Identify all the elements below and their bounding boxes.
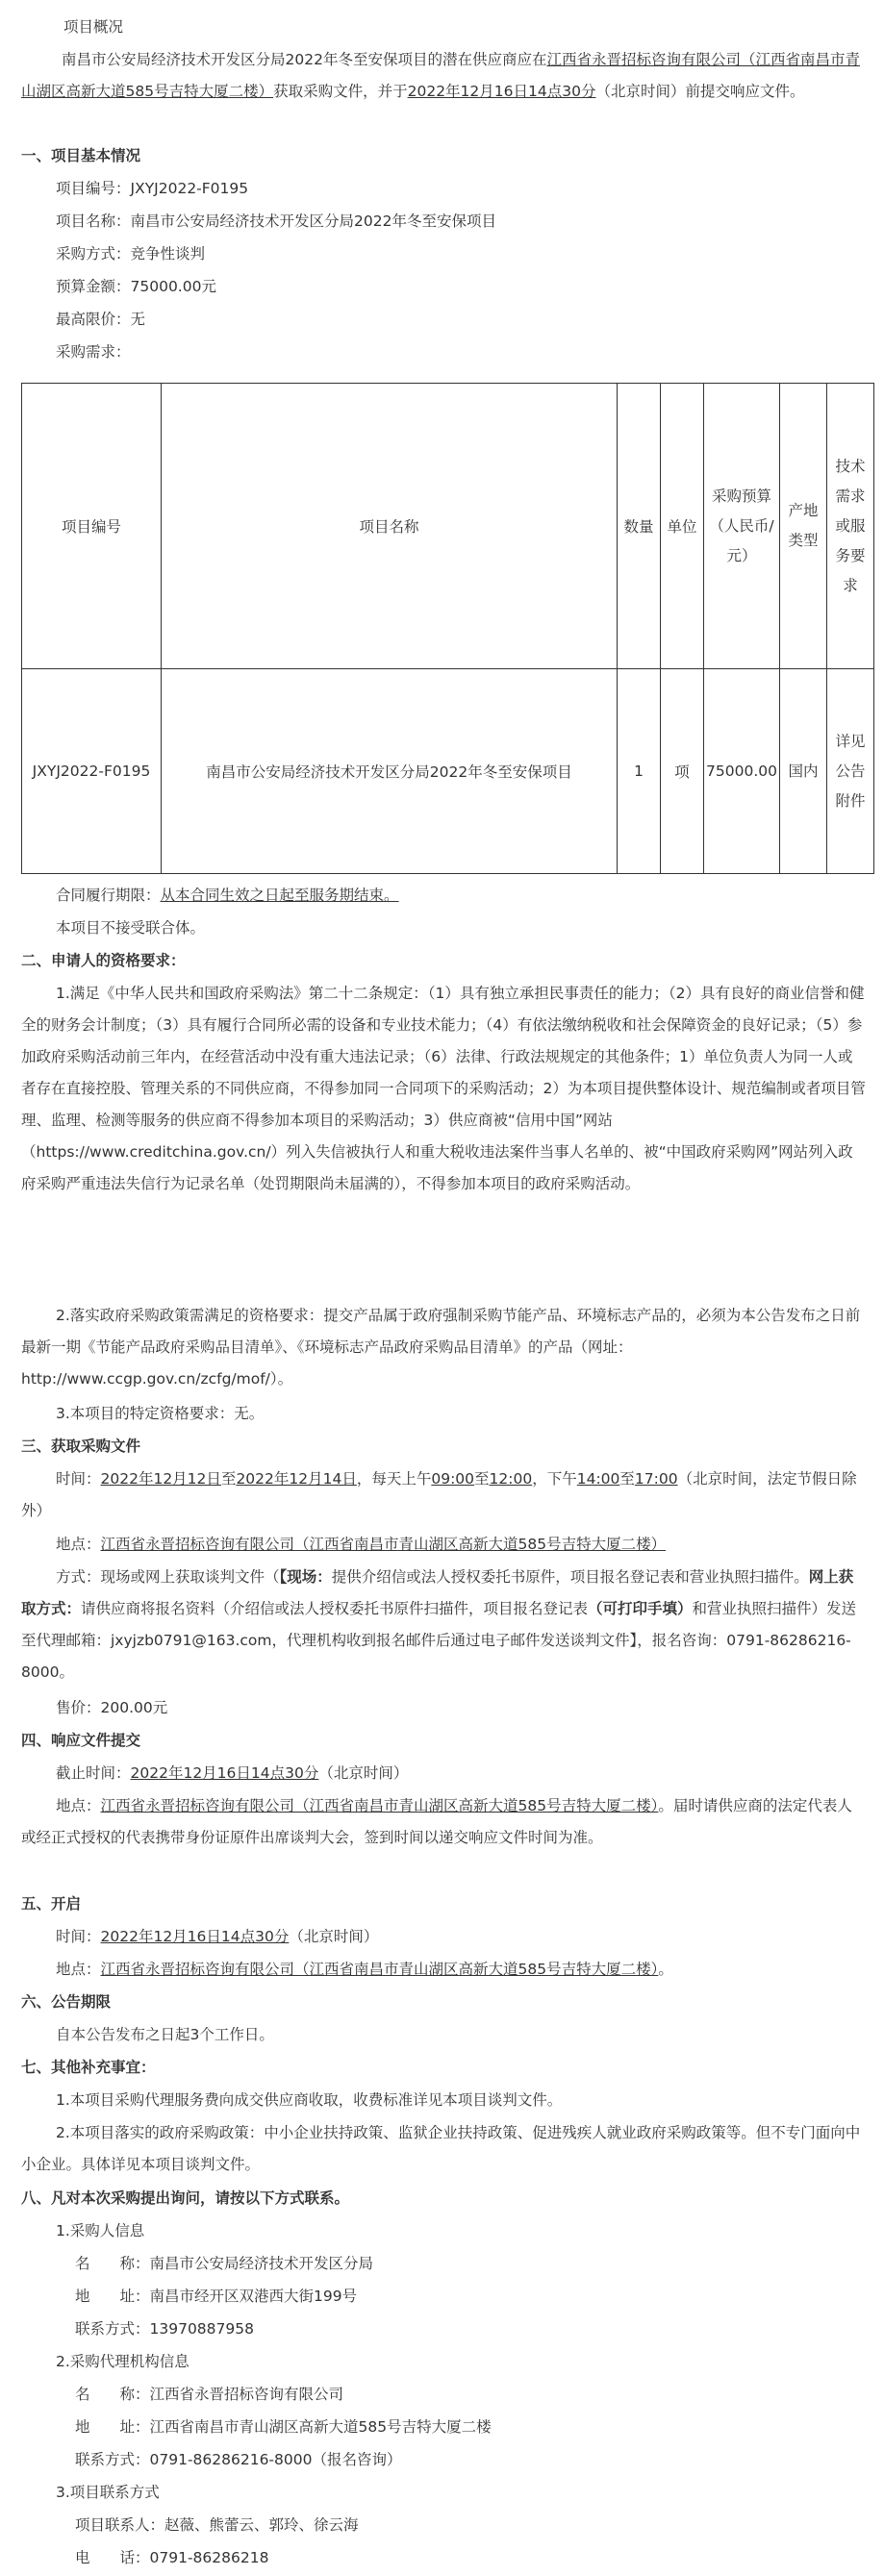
purchaser-name: 名 称：南昌市公安局经济技术开发区分局 [75, 2255, 374, 2272]
consortium-note: 本项目不接受联合体。 [56, 919, 206, 937]
purchase-method: 采购方式：竞争性谈判 [56, 245, 206, 263]
document-price: 售价：200.00元 [56, 1699, 168, 1716]
qualification-p2: 2.落实政府采购政策需满足的资格要求：提交产品属于政府强制采购节能产品、环境标志产品的，必须为本公告发布之日前最新一期《节能产品政府采购品目清单》、《环境标志产品政府采购品目清单》的产品（网址：http://www.ccgp.gov.cn/zcfg/mof/）。 [21, 1307, 861, 1388]
section3-heading: 三、获取采购文件 [21, 1438, 141, 1455]
contract-period: 合同履行期限：从本合同生效之日起至服务期结束。 [56, 887, 399, 904]
section6-heading: 六、公告期限 [21, 1993, 112, 2011]
section8-heading: 八、凡对本次采购提出询问，请按以下方式联系。 [21, 2189, 350, 2207]
header-budget: 采购预算（人民币/元） [704, 384, 780, 669]
section4-heading: 四、响应文件提交 [21, 1732, 141, 1749]
agency-info-title: 2.采购代理机构信息 [56, 2353, 189, 2370]
contact-phone: 电 话：0791-86286218 [75, 2549, 269, 2566]
purchaser-info-title: 1.采购人信息 [56, 2222, 145, 2239]
header-unit: 单位 [661, 384, 704, 669]
contract-period-value: 从本合同生效之日起至服务期结束。 [160, 887, 399, 904]
contact-info-title: 3.项目联系方式 [56, 2484, 160, 2501]
purchaser-address: 地 址：南昌市经开区双港西大街199号 [75, 2288, 358, 2305]
submit-deadline: 截止时间：2022年12月16日14点30分（北京时间） [56, 1764, 409, 1782]
supplementary-p2: 2.本项目落实的政府采购政策：中小企业扶持政策、监狱企业扶持政策、促进残疾人就业政府采购政策等。但不专门面向中小企业。具体详见本项目谈判文件。 [21, 2124, 861, 2173]
supplementary-p1: 1.本项目采购代理服务费向成交供应商收取，收费标准详见本项目谈判文件。 [56, 2091, 563, 2109]
header-tech-requirements: 技术需求或服务要求 [827, 384, 874, 669]
opening-time: 时间：2022年12月16日14点30分（北京时间） [56, 1928, 379, 1945]
purchaser-phone: 联系方式：13970887958 [75, 2320, 254, 2338]
requirements-table [21, 383, 874, 874]
qualification-p1: 1.满足《中华人民共和国政府采购法》第二十二条规定：（1）具有独立承担民事责任的能力；（2）具有良好的商业信誉和健全的财务会计制度；（3）具有履行合同所必需的设备和专业技术能力；（4）有依法缴纳税收和社会保障资金的良好记录；（5）参加政府采购活动前三年内，在经营活动中没有重大违法记录；（6）法律、行政法规规定的其他条件；1）单位负责人为同一人或者存在直接控股、管理关系的不同供应商，不得参加同一合同项下的采购活动；2）为本项目提供整体设计、规范编制或者项目管理、监理、检测等服务的供应商不得参加本项目的采购活动；3）供应商被“信用中国”网站（https://www.creditchina.gov.cn/）列入失信被执行人和重大税收违法案件当事人名单的、被“中国政府采购网”网站列入政府采购严重违法失信行为记录名单（处罚期限尚未届满的），不得参加本项目的政府采购活动。 [21, 985, 866, 1192]
cell-origin-type: 国内 [780, 669, 827, 874]
section5-heading: 五、开启 [21, 1895, 82, 1913]
submit-place: 地点：江西省永晋招标咨询有限公司（江西省南昌市青山湖区高新大道585号吉特大厦二楼）。届时请供应商的法定代表人或经正式授权的代表携带身份证原件出席谈判大会，签到时间以递交响应文件时间为准。 [21, 1797, 852, 1846]
table-row [22, 669, 874, 874]
cell-budget: 75000.00 [704, 669, 780, 874]
purchase-location-link: 江西省永晋招标咨询有限公司（江西省南昌市青山湖区高新大道585号吉特大厦二楼） [21, 51, 860, 100]
header-origin-type: 产地类型 [780, 384, 827, 669]
opening-place: 地点：江西省永晋招标咨询有限公司（江西省南昌市青山湖区高新大道585号吉特大厦二楼）。 [56, 1961, 673, 1978]
project-number: 项目编号：JXYJ2022-F0195 [56, 180, 249, 197]
qualification-p3: 3.本项目的特定资格要求：无。 [56, 1405, 265, 1422]
obtain-place: 地点：江西省永晋招标咨询有限公司（江西省南昌市青山湖区高新大道585号吉特大厦二楼） [56, 1536, 667, 1553]
cell-quantity: 1 [618, 669, 661, 874]
budget-amount: 预算金额：75000.00元 [56, 278, 216, 295]
agency-address: 地 址：江西省南昌市青山湖区高新大道585号吉特大厦二楼 [75, 2418, 492, 2436]
project-name: 项目名称：南昌市公安局经济技术开发区分局2022年冬至安保项目 [56, 213, 496, 230]
purchase-demand-label: 采购需求： [56, 343, 131, 361]
header-project-code: 项目编号 [22, 384, 162, 669]
agency-phone: 联系方式：0791-86286216-8000（报名咨询） [75, 2451, 402, 2468]
announcement-period: 自本公告发布之日起3个工作日。 [56, 2026, 274, 2043]
obtain-time: 时间：2022年12月12日至2022年12月14日，每天上午09:00至12:00，下午14:00至17:00（北京时间，法定节假日除外） [21, 1470, 857, 1519]
contact-people: 项目联系人：赵薇、熊蕾云、郭玲、徐云海 [75, 2516, 359, 2534]
cell-tech-requirements: 详见公告附件 [827, 669, 874, 874]
cell-project-name: 南昌市公安局经济技术开发区分局2022年冬至安保项目 [162, 669, 618, 874]
overview-paragraph: 南昌市公安局经济技术开发区分局2022年冬至安保项目的潜在供应商应在江西省永晋招标咨询有限公司（江西省南昌市青山湖区高新大道585号吉特大厦二楼）获取采购文件，并于2022年12月16日14点30分（北京时间）前提交响应文件。 [21, 51, 860, 100]
header-quantity: 数量 [618, 384, 661, 669]
overview-heading: 项目概况 [63, 18, 124, 36]
header-project-name: 项目名称 [162, 384, 618, 669]
obtain-method: 方式：现场或网上获取谈判文件（【现场：提供介绍信或法人授权委托书原件，项目报名登记表和营业执照扫描件。网上获取方式：请供应商将报名资料（介绍信或法人授权委托书原件扫描件，项目报名登记表（可打印手填）和营业执照扫描件）发送至代理邮箱：jxyjzb0791@163.com，代理机构收到报名邮件后通过电子邮件发送谈判文件】，报名咨询：0791-86286216-8000。 [21, 1568, 857, 1681]
max-price: 最高限价：无 [56, 311, 146, 328]
submission-deadline: 2022年12月16日14点30分 [407, 83, 596, 100]
cell-project-code: JXYJ2022-F0195 [22, 669, 162, 874]
agency-name: 名 称：江西省永晋招标咨询有限公司 [75, 2386, 344, 2403]
section2-heading: 二、申请人的资格要求： [21, 952, 186, 969]
section1-heading: 一、项目基本情况 [21, 147, 141, 164]
cell-unit: 项 [661, 669, 704, 874]
section7-heading: 七、其他补充事宜： [21, 2059, 156, 2076]
table-header-row [22, 384, 874, 669]
